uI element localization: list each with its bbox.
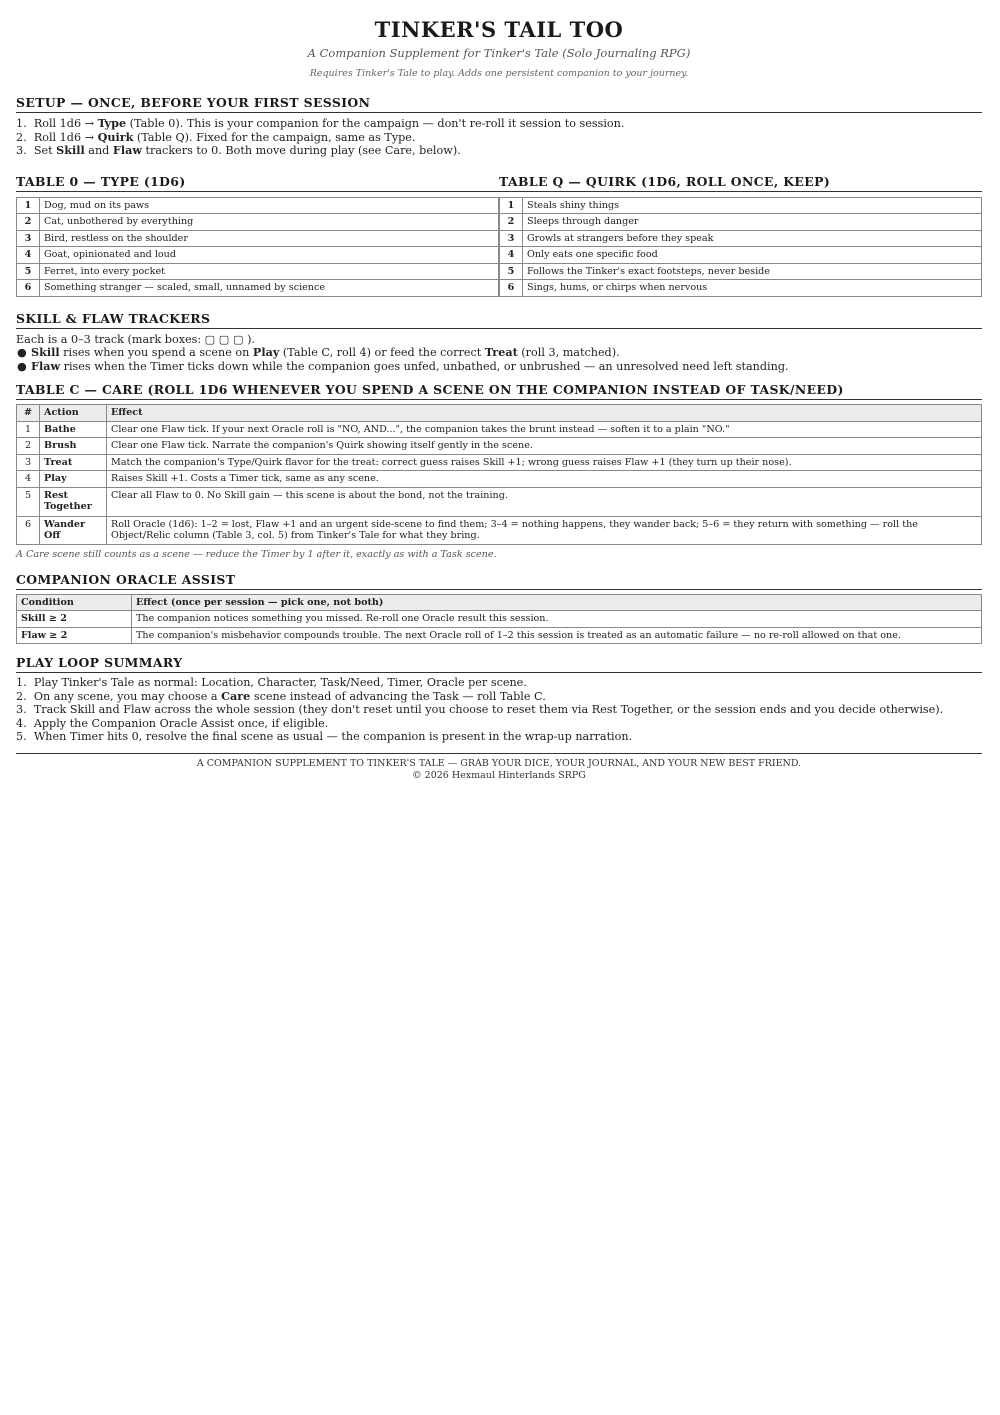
roll-result: Sings, hums, or chirps when nervous — [523, 280, 982, 297]
type-row — [17, 263, 499, 280]
footer-tagline: A COMPANION SUPPLEMENT TO TINKER'S TALE — GRAB YOUR DICE, YOUR JOURNAL, AND YOUR NEW BEST FRIEND. — [196, 757, 802, 769]
type-row — [17, 197, 499, 214]
care-col-num: # — [17, 405, 40, 422]
roll-number: 3 — [17, 230, 40, 247]
page-footer — [16, 753, 982, 782]
quirk-row — [500, 263, 982, 280]
table-q-column — [499, 174, 982, 297]
roll-result: Only eats one specific food — [523, 247, 982, 264]
care-row — [17, 516, 982, 544]
requires-note: Requires Tinker's Tale to play. Adds one persistent companion to your journey. — [309, 68, 689, 79]
loop-item: 3. Track Skill and Flaw across the whole session (they don't reset until you choose to reset them via Rest Together, or the session ends and you decide otherwise). — [16, 703, 944, 716]
care-col-action: Action — [40, 405, 107, 422]
setup-item: 3. Set Skill and Flaw trackers to 0. Both move during play (see Care, below). — [16, 143, 461, 157]
care-action: Treat — [40, 454, 107, 471]
roll-result: Bird, restless on the shoulder — [40, 230, 499, 247]
oracle-col-condition: Condition — [17, 594, 132, 611]
care-row — [17, 471, 982, 488]
table-0-column — [16, 174, 499, 297]
care-roll-number: 3 — [17, 454, 40, 471]
type-row — [17, 230, 499, 247]
quirk-row — [500, 280, 982, 297]
care-roll-number: 6 — [17, 516, 40, 544]
quirk-row — [500, 230, 982, 247]
roll-result: Dog, mud on its paws — [40, 197, 499, 214]
roll-result: Growls at strangers before they speak — [523, 230, 982, 247]
document-subtitle: A Companion Supplement for Tinker's Tale (Solo Journaling RPG) — [307, 46, 691, 60]
care-effect: Clear one Flaw tick. If your next Oracle roll is "NO, AND...", the companion takes the brunt instead — soften it to a plain "NO." — [107, 421, 982, 438]
care-row — [17, 438, 982, 455]
oracle-col-effect: Effect (once per session — pick one, not both) — [132, 594, 982, 611]
care-effect: Clear one Flaw tick. Narrate the companion's Quirk showing itself gently in the scene. — [107, 438, 982, 455]
setup-list — [16, 117, 982, 158]
loop-section — [16, 655, 982, 744]
trackers-intro: Each is a 0–3 track (mark boxes: ▢ ▢ ▢ ). — [16, 332, 255, 346]
oracle-heading: COMPANION ORACLE ASSIST — [16, 572, 982, 590]
document-title: TINKER'S TAIL TOO — [374, 17, 624, 42]
setup-heading: SETUP — ONCE, BEFORE YOUR FIRST SESSION — [16, 95, 982, 113]
tracker-bullet: ● Flaw rises when the Timer ticks down while the companion goes unfed, unbathed, or unbrushed — an unresolved need left standing. — [17, 358, 789, 373]
quirk-row — [500, 214, 982, 231]
quirk-row — [500, 197, 982, 214]
tracker-bullet: ● Skill rises when you spend a scene on Play (Table C, roll 4) or feed the correct Treat (roll 3, matched). — [17, 345, 620, 359]
oracle-row — [17, 611, 982, 628]
care-roll-number: 1 — [17, 421, 40, 438]
care-action: Rest Together — [40, 487, 107, 516]
roll-number: 2 — [17, 214, 40, 231]
loop-heading: PLAY LOOP SUMMARY — [16, 655, 982, 673]
care-effect: Clear all Flaw to 0. No Skill gain — this scene is about the bond, not the training. — [107, 487, 982, 516]
care-effect: Raises Skill +1. Costs a Timer tick, same as any scene. — [107, 471, 982, 488]
roll-number: 5 — [500, 263, 523, 280]
oracle-effect: The companion's misbehavior compounds trouble. The next Oracle roll of 1–2 this session is treated as an automatic failure — no re-roll allowed on that one. — [132, 627, 982, 644]
roll-number: 4 — [17, 247, 40, 264]
oracle-section — [16, 572, 982, 645]
care-roll-number: 4 — [17, 471, 40, 488]
type-row — [17, 280, 499, 297]
loop-item: 5. When Timer hits 0, resolve the final scene as usual — the companion is present in the wrap-up narration. — [16, 730, 633, 743]
roll-number: 4 — [500, 247, 523, 264]
roll-result: Something stranger — scaled, small, unnamed by science — [40, 280, 499, 297]
footer-copyright: © 2026 Hexmaul Hinterlands SRPG — [412, 769, 586, 781]
type-row — [17, 214, 499, 231]
setup-item: 1. Roll 1d6 → Type (Table 0). This is your companion for the campaign — don't re-roll it session to session. — [16, 116, 625, 130]
setup-item: 2. Roll 1d6 → Quirk (Table Q). Fixed for the campaign, same as Type. — [16, 129, 416, 144]
loop-item: 4. Apply the Companion Oracle Assist once, if eligible. — [16, 716, 329, 730]
care-action: Brush — [40, 438, 107, 455]
trackers-heading: SKILL & FLAW TRACKERS — [16, 311, 982, 329]
care-row — [17, 421, 982, 438]
setup-section — [16, 95, 982, 158]
trackers-section — [16, 311, 982, 374]
roll-number: 6 — [500, 280, 523, 297]
care-row — [17, 454, 982, 471]
care-col-effect: Effect — [107, 405, 982, 422]
oracle-effect: The companion notices something you missed. Re-roll one Oracle result this session. — [132, 611, 982, 628]
roll-result: Cat, unbothered by everything — [40, 214, 499, 231]
oracle-row — [17, 627, 982, 644]
type-quirk-tables — [16, 174, 982, 297]
care-table — [16, 404, 982, 545]
care-note: A Care scene still counts as a scene — reduce the Timer by 1 after it, exactly as with a Task scene. — [16, 548, 497, 560]
care-effect: Roll Oracle (1d6): 1–2 = lost, Flaw +1 and an urgent side-scene to find them; 3–4 = nothing happens, they wander back; 5–6 = they return with something — roll the Object/Relic column (Table 3, col. 5) from Tinker's Tale for what they bring. — [107, 516, 982, 544]
care-effect: Match the companion's Type/Quirk flavor for the treat: correct guess raises Skill +1; wrong guess raises Flaw +1 (they turn up their nose). — [107, 454, 982, 471]
table-0-heading: TABLE 0 — TYPE (1D6) — [16, 174, 499, 192]
roll-number: 6 — [17, 280, 40, 297]
oracle-table — [16, 594, 982, 645]
table-q-heading: TABLE Q — QUIRK (1D6, ROLL ONCE, KEEP) — [499, 174, 982, 192]
table-0 — [16, 197, 499, 297]
care-action: Wander Off — [40, 516, 107, 544]
care-heading: TABLE C — CARE (ROLL 1D6 WHENEVER YOU SPEND A SCENE ON THE COMPANION INSTEAD OF TASK/NEED) — [16, 382, 982, 400]
oracle-condition: Flaw ≥ 2 — [17, 627, 132, 644]
loop-item: 2. On any scene, you may choose a Care scene instead of advancing the Task — roll Table C. — [16, 688, 546, 703]
care-action: Play — [40, 471, 107, 488]
roll-number: 2 — [500, 214, 523, 231]
loop-item: 1. Play Tinker's Tale as normal: Location, Character, Task/Need, Timer, Oracle per scene. — [16, 676, 527, 689]
roll-result: Steals shiny things — [523, 197, 982, 214]
roll-number: 3 — [500, 230, 523, 247]
roll-result: Goat, opinionated and loud — [40, 247, 499, 264]
roll-number: 1 — [500, 197, 523, 214]
roll-result: Follows the Tinker's exact footsteps, never beside — [523, 263, 982, 280]
care-action: Bathe — [40, 421, 107, 438]
type-row — [17, 247, 499, 264]
care-roll-number: 5 — [17, 487, 40, 516]
roll-number: 5 — [17, 263, 40, 280]
care-section — [16, 382, 982, 560]
trackers-list — [16, 346, 982, 373]
roll-result: Ferret, into every pocket — [40, 263, 499, 280]
quirk-row — [500, 247, 982, 264]
table-q — [499, 197, 982, 297]
care-roll-number: 2 — [17, 438, 40, 455]
roll-result: Sleeps through danger — [523, 214, 982, 231]
oracle-condition: Skill ≥ 2 — [17, 611, 132, 628]
roll-number: 1 — [17, 197, 40, 214]
loop-list — [16, 676, 982, 744]
care-row — [17, 487, 982, 516]
